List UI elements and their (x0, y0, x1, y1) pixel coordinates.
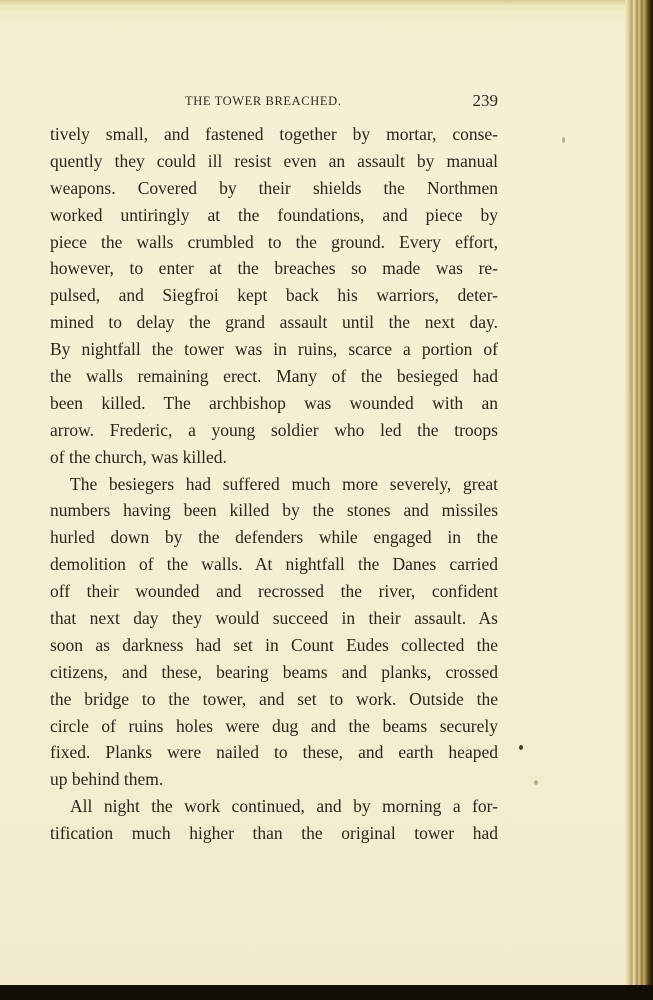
text-line: mined to delay the grand assault until the next day. (50, 312, 498, 333)
text-line: The besiegers had suffered much more severely, great (70, 473, 498, 494)
text-line: tively small, and fastened together by mortar, conse- (50, 124, 498, 144)
text-line: weapons. Covered by their shields the Northmen (50, 177, 498, 198)
text-line: All night the work continued, and by morning a for- (70, 796, 498, 817)
page-top-shadow (0, 0, 625, 6)
text-line: hurled down by the defenders while engaged in the (50, 527, 498, 548)
paper-speck (534, 780, 538, 785)
text-line: tification much higher than the original tower had (50, 823, 498, 844)
text-line: been killed. The archbishop was wounded with an (50, 392, 498, 413)
page-number: 239 (472, 91, 498, 110)
text-line: quently they could ill resist even an assault by manual (50, 150, 498, 171)
text-line: fixed. Planks were nailed to these, and earth heaped (50, 742, 498, 763)
paper-speck (519, 745, 523, 750)
text-line: of the church, was killed. (50, 446, 227, 467)
body-text (50, 121, 498, 847)
text-line: worked untiringly at the foundations, and piece by (50, 204, 498, 225)
text-line: circle of ruins holes were dug and the beams securely (50, 715, 498, 736)
text-line: up behind them. (50, 769, 164, 790)
text-line: pulsed, and Siegfroi kept back his warriors, deter- (50, 285, 498, 306)
text-line: citizens, and these, bearing beams and planks, crossed (50, 661, 498, 682)
text-line: piece the walls crumbled to the ground. Every effort, (50, 231, 498, 252)
text-line: soon as darkness had set in Count Eudes collected the (50, 634, 498, 655)
text-line: numbers having been killed by the stones and missiles (50, 500, 498, 521)
page-header (50, 91, 498, 113)
text-line: that next day they would succeed in their assault. As (50, 608, 498, 629)
background-shadow (0, 985, 653, 1000)
page-edges (625, 0, 653, 985)
text-line: demolition of the walls. At nightfall the Danes carried (50, 554, 498, 575)
running-head: THE TOWER BREACHED. (185, 94, 342, 108)
text-line: arrow. Frederic, a young soldier who led the troops (50, 419, 498, 440)
text-line: By nightfall the tower was in ruins, scarce a portion of (50, 339, 498, 360)
text-line: the walls remaining erect. Many of the besieged had (50, 366, 498, 387)
text-line: the bridge to the tower, and set to work. Outside the (50, 688, 498, 709)
text-line: however, to enter at the breaches so made was re- (50, 258, 498, 279)
paper-speck (562, 137, 565, 143)
text-line: off their wounded and recrossed the river, confident (50, 581, 498, 602)
